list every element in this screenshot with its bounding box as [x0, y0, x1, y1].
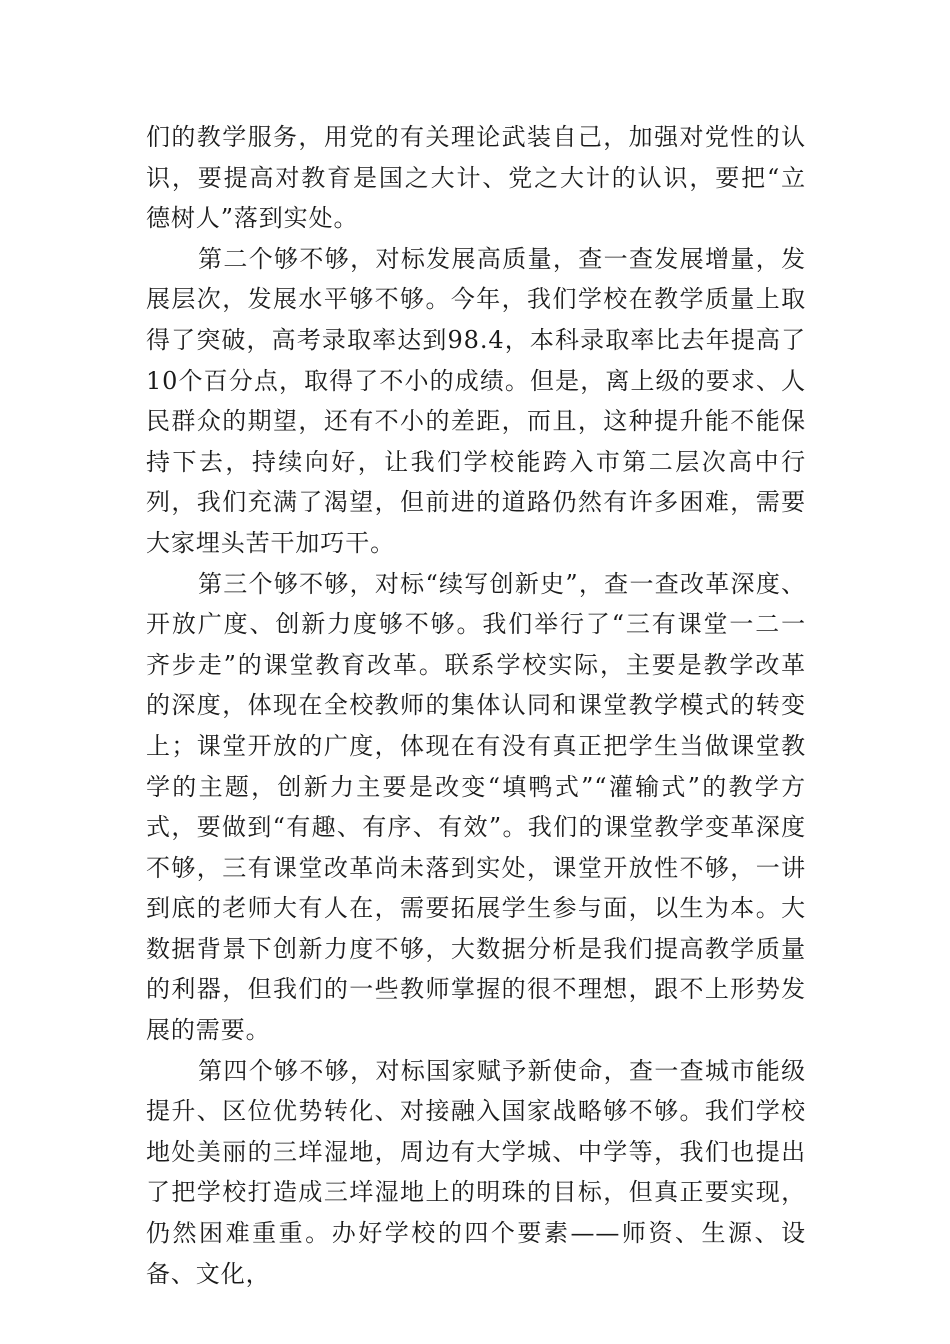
paragraph-1: 们的教学服务，用党的有关理论武装自己，加强对党性的认识，要提高对教育是国之大计、党之大计的认识，要把“立德树人”落到实处。	[146, 123, 806, 233]
document-body	[146, 117, 806, 1294]
paragraph-3: 第三个够不够，对标“续写创新史”，查一查改革深度、开放广度、创新力度够不够。我们举行了“三有课堂一二一齐步走”的课堂教育改革。联系学校实际，主要是教学改革的深度，体现在全校教师的集体认同和课堂教学模式的转变上；课堂开放的广度，体现在有没有真正把学生当做课堂教学的主题，创新力主要是改变“填鸭式”“灌输式”的教学方式，要做到“有趣、有序、有效”。我们的课堂教学变革深度不够，三有课堂改革尚未落到实处，课堂开放性不够，一讲到底的老师大有人在，需要拓展学生参与面，以生为本。大数据背景下创新力度不够，大数据分析是我们提高教学质量的利器，但我们的一些教师掌握的很不理想，跟不上形势发展的需要。	[146, 569, 806, 1045]
paragraph-4: 第四个够不够，对标国家赋予新使命，查一查城市能级提升、区位优势转化、对接融入国家战略够不够。我们学校地处美丽的三垟湿地，周边有大学城、中学等，我们也提出了把学校打造成三垟湿地上的明珠的目标，但真正要实现，仍然困难重重。办好学校的四个要素——师资、生源、设备、文化，	[146, 1056, 806, 1288]
paragraph-2: 第二个够不够，对标发展高质量，查一查发展增量，发展层次，发展水平够不够。今年，我们学校在教学质量上取得了突破，高考录取率达到98.4，本科录取率比去年提高了10个百分点，取得了不小的成绩。但是，离上级的要求、人民群众的期望，还有不小的差距，而且，这种提升能不能保持下去，持续向好，让我们学校能跨入市第二层次高中行列，我们充满了渴望，但前进的道路仍然有许多困难，需要大家埋头苦干加巧干。	[146, 244, 806, 557]
